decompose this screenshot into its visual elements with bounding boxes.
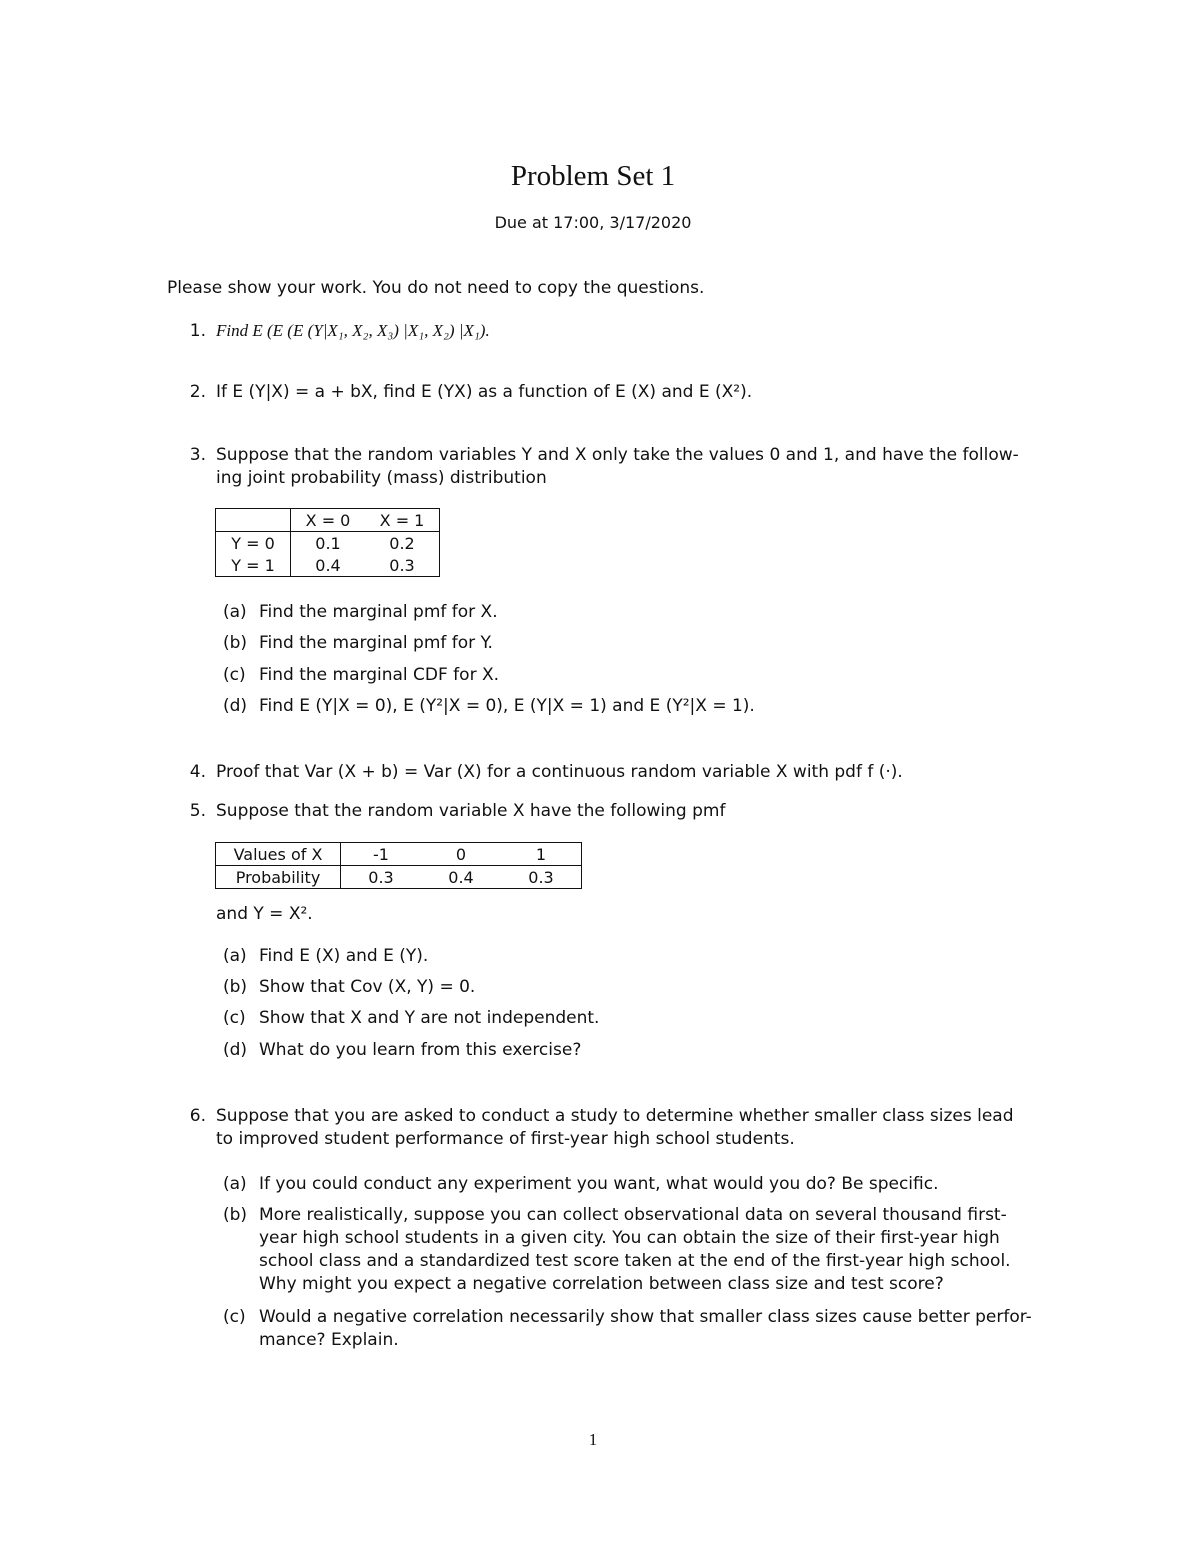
q5-part-label: (b) [223, 977, 248, 997]
table-cell: 0.4 [421, 866, 501, 889]
q3-line1: Suppose that the random variables Y and X only take the values 0 and 1, and have the follow- [216, 445, 1019, 465]
q6-part-label: (a) [223, 1174, 247, 1194]
q3-part-label: (b) [223, 633, 248, 653]
q3-part-label: (a) [223, 602, 247, 622]
q6-part-label: (c) [223, 1307, 246, 1327]
q6-part-text: Would a negative correlation necessarily show that smaller class sizes cause better perfor- [259, 1307, 1032, 1327]
q6-part-text: school class and a standardized test score taken at the end of the first-year high school. [259, 1251, 1011, 1271]
q3-part-label: (c) [223, 665, 246, 685]
q5-number: 5. [189, 801, 206, 821]
q5-part-text: Find E (X) and E (Y). [259, 946, 429, 966]
table-col-header: X = 1 [365, 509, 440, 532]
q5-after-text: and Y = X². [216, 904, 313, 924]
q3-part-text: Find the marginal CDF for X. [259, 665, 500, 685]
table-cell: 0.3 [341, 866, 422, 889]
q1-number: 1. [189, 321, 206, 341]
q6-part-text: year high school students in a given city. You can obtain the size of their first-year high [259, 1228, 1000, 1248]
instructions: Please show your work. You do not need to copy the questions. [167, 278, 705, 298]
table-corner [216, 509, 291, 532]
table-cell: 0.4 [291, 554, 366, 577]
q3-part-text: Find the marginal pmf for Y. [259, 633, 493, 653]
q4-text: Proof that Var (X + b) = Var (X) for a continuous random variable X with pdf f (·). [216, 762, 903, 782]
q5-part-text: Show that X and Y are not independent. [259, 1008, 600, 1028]
q3-line2: ing joint probability (mass) distribution [216, 468, 547, 488]
table-cell: 1 [501, 843, 582, 866]
q6-part-label: (b) [223, 1205, 248, 1225]
q1-text: Find E (E (E (Y|X₁, X₂, X₃) |X₁, X₂) |X₁). [216, 321, 490, 340]
table-cell: 0 [421, 843, 501, 866]
q6-part-text: If you could conduct any experiment you want, what would you do? Be specific. [259, 1174, 939, 1194]
q5-part-label: (a) [223, 946, 247, 966]
table-row-label: Y = 1 [216, 554, 291, 577]
q3-part-label: (d) [223, 696, 248, 716]
q5-part-text: What do you learn from this exercise? [259, 1040, 582, 1060]
table-cell: 0.1 [291, 532, 366, 555]
due-date: Due at 17:00, 3/17/2020 [494, 213, 692, 232]
page-title: Problem Set 1 [510, 160, 676, 192]
q3-part-text: Find E (Y|X = 0), E (Y²|X = 0), E (Y|X = 1) and E (Y²|X = 1). [259, 696, 755, 716]
table-cell: 0.2 [365, 532, 440, 555]
q2-number: 2. [189, 382, 206, 402]
q6-line1: Suppose that you are asked to conduct a study to determine whether smaller class sizes lead [216, 1106, 1014, 1126]
page-number: 1 [588, 1430, 598, 1449]
table-row-label: Y = 0 [216, 532, 291, 555]
q5-part-label: (c) [223, 1008, 246, 1028]
joint-distribution-table [215, 508, 440, 577]
q4-number: 4. [189, 762, 206, 782]
q5-part-text: Show that Cov (X, Y) = 0. [259, 977, 476, 997]
q2-text: If E (Y|X) = a + bX, find E (YX) as a function of E (X) and E (X²). [216, 382, 753, 402]
table-col-header: X = 0 [291, 509, 366, 532]
table-cell: 0.3 [501, 866, 582, 889]
q5-text: Suppose that the random variable X have the following pmf [216, 801, 726, 821]
q5-part-label: (d) [223, 1040, 248, 1060]
q6-number: 6. [189, 1106, 206, 1126]
table-row-label: Values of X [216, 843, 341, 866]
q6-part-text: Why might you expect a negative correlation between class size and test score? [259, 1274, 944, 1294]
table-cell: 0.3 [365, 554, 440, 577]
q6-part-text: mance? Explain. [259, 1330, 399, 1350]
q6-part-text: More realistically, suppose you can collect observational data on several thousand first- [259, 1205, 1007, 1225]
q6-line2: to improved student performance of first-year high school students. [216, 1129, 795, 1149]
table-cell: -1 [341, 843, 422, 866]
q3-part-text: Find the marginal pmf for X. [259, 602, 498, 622]
pmf-table [215, 842, 582, 889]
q3-number: 3. [189, 445, 206, 465]
table-row-label: Probability [216, 866, 341, 889]
